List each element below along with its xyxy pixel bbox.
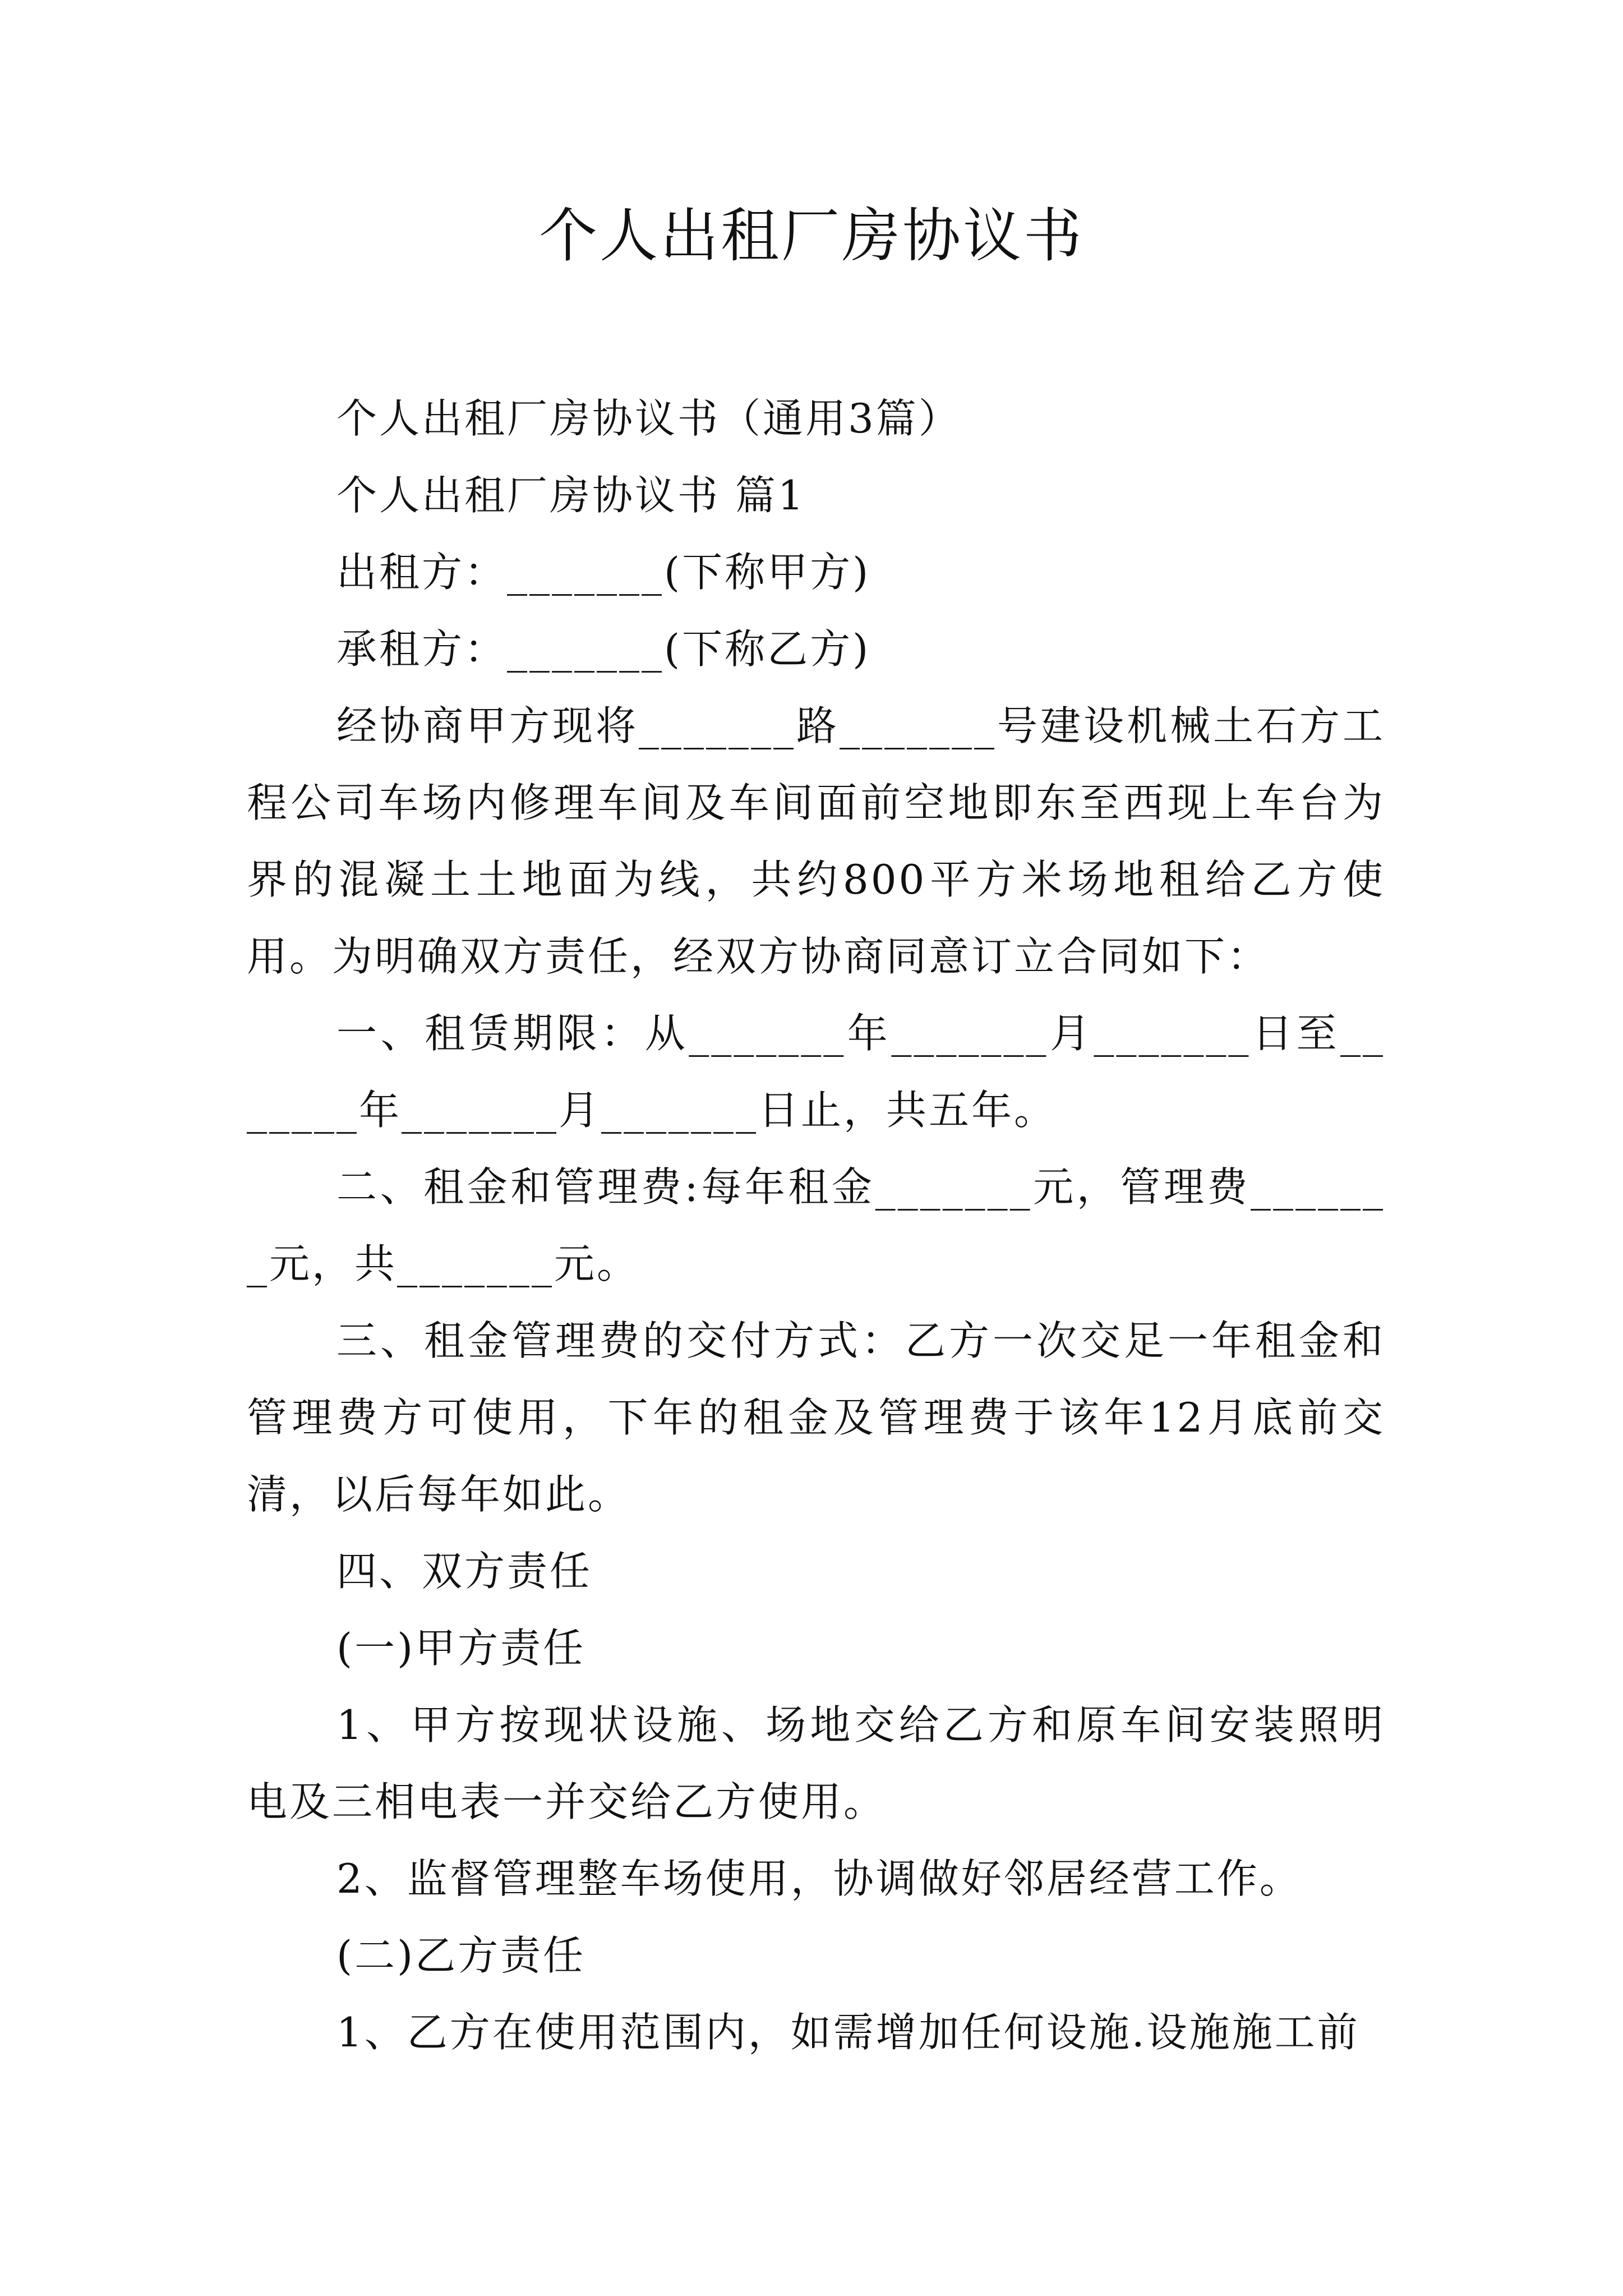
paragraph-lessor: 出租方：_______(下称甲方) [336, 549, 871, 596]
paragraph-responsibilities-heading: 四、双方责任 [336, 1548, 593, 1595]
paragraph-payment-method: 三、租金管理费的交付方式：乙方一次交足一年租金和管理费方可使用，下年的租金及管理费于该年12月底前交清，以后每年如此。 [247, 1317, 1385, 1518]
document-body [247, 380, 1385, 2071]
paragraph-part-heading: 个人出租厂房协议书 篇1 [336, 472, 806, 519]
paragraph-party-b-heading: (二)乙方责任 [336, 1932, 586, 1979]
paragraph-party-a-item-1: 1、甲方按现状设施、场地交给乙方和原车间安装照明电及三相电表一并交给乙方使用。 [247, 1701, 1385, 1825]
paragraph-subtitle: 个人出租厂房协议书（通用3篇） [336, 395, 961, 442]
paragraph-party-a-heading: (一)甲方责任 [336, 1625, 586, 1672]
paragraph-lease-term: 一、租赁期限：从_______年_______月_______日至_______年_______月_______日止，共五年。 [247, 1010, 1385, 1134]
paragraph-rent-fees: 二、租金和管理费:每年租金_______元，管理费_______元，共_______元。 [247, 1163, 1385, 1287]
paragraph-party-a-item-2: 2、监督管理整车场使用，协调做好邻居经营工作。 [336, 1855, 1302, 1902]
paragraph-preamble: 经协商甲方现将_______路_______号建设机械土石方工程公司车场内修理车间及车间面前空地即东至西现上车台为界的混凝土土地面为线，共约800平方米场地租给乙方使用。为明确双方责任，经双方协商同意订立合同如下： [247, 702, 1385, 980]
paragraph-party-b-item-1: 1、乙方在使用范围内，如需增加任何设施.设施施工前 [336, 2009, 1360, 2056]
paragraph-lessee: 承租方：_______(下称乙方) [336, 625, 871, 673]
document-title: 个人出租厂房协议书 [538, 201, 1084, 270]
